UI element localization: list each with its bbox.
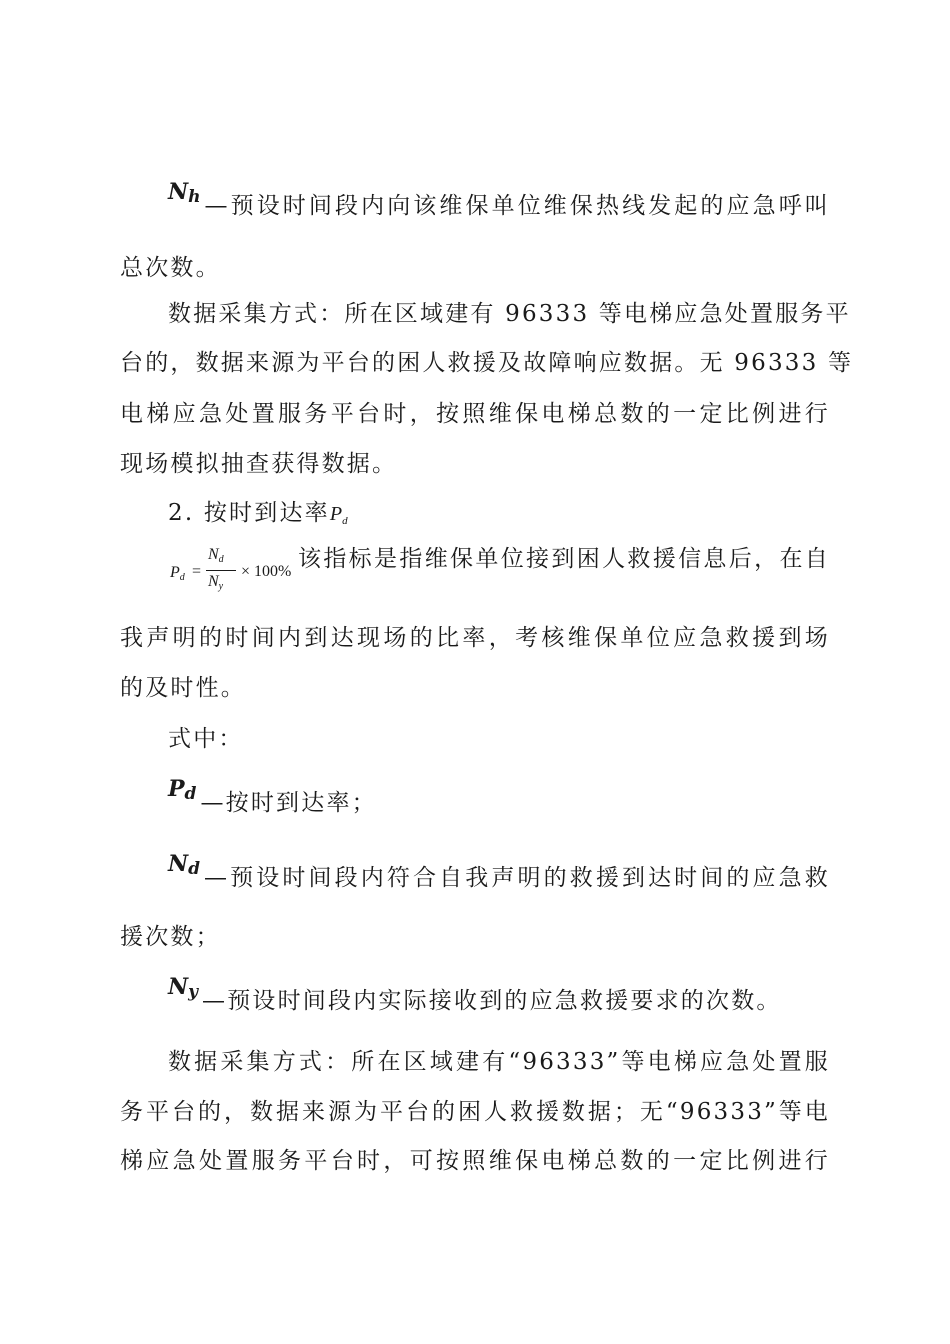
- formula-denominator: $N_y$: [208, 573, 224, 592]
- paragraph-2-line-3: 的及时性。: [120, 675, 246, 701]
- symbol-ny: $N_y$: [168, 974, 198, 1002]
- paragraph-1-line-3: 电梯应急处置服务平台时，按照维保电梯总数的一定比例进行: [120, 401, 830, 427]
- definition-nh-cont: 总次数。: [120, 255, 221, 281]
- paragraph-3-line-1: 数据采集方式：所在区域建有“96333”等电梯应急处置服: [168, 1049, 830, 1075]
- formula-percent: 100%: [254, 563, 292, 580]
- where-label: 式中：: [168, 726, 244, 752]
- definition-nh: $N_h$ —预设时间段内向该维保单位维保热线发起的应急呼叫: [168, 190, 830, 224]
- formula-times: ×: [241, 563, 251, 580]
- formula-equals: =: [192, 563, 202, 580]
- formula-pd: [168, 546, 298, 596]
- definition-pd: $P_d$ —按时到达率；: [168, 787, 830, 821]
- formula-fraction-bar: [206, 570, 236, 571]
- symbol-nd: $N_d$: [168, 851, 200, 879]
- definition-nd: $N_d$ —预设时间段内符合自我声明的救援到达时间的应急救: [168, 862, 830, 896]
- definition-ny: $N_y$ —预设时间段内实际接收到的应急救援要求的次数。: [168, 985, 830, 1019]
- paragraph-3-line-2: 务平台的，数据来源为平台的困人救援数据；无“96333”等电: [120, 1099, 830, 1125]
- paragraph-1-line-4: 现场模拟抽查获得数据。: [120, 451, 398, 477]
- definition-nd-cont: 援次数；: [120, 924, 221, 950]
- symbol-pd: $P_d$: [168, 776, 197, 804]
- paragraph-2-line-2: 我声明的时间内到达现场的比率，考核维保单位应急救援到场: [120, 625, 830, 651]
- paragraph-3-line-3: 梯应急处置服务平台时，可按照维保电梯总数的一定比例进行: [120, 1148, 830, 1174]
- paragraph-1-line-1: 数据采集方式：所在区域建有 96333 等电梯应急处置服务平: [168, 301, 851, 327]
- paragraph-2-line-1: 该指标是指维保单位接到困人救援信息后，在自: [298, 546, 830, 572]
- section-heading-2: 2. 按时到达率$P_d$: [168, 500, 348, 527]
- formula-lhs: $P_d$: [170, 564, 185, 583]
- formula-numerator: $N_d$: [208, 546, 224, 565]
- heading-symbol-pd: $P_d$: [329, 503, 348, 527]
- symbol-nh: $N_h$: [168, 179, 201, 207]
- paragraph-1-line-2: 台的，数据来源为平台的困人救援及故障响应数据。无 96333 等: [120, 350, 854, 376]
